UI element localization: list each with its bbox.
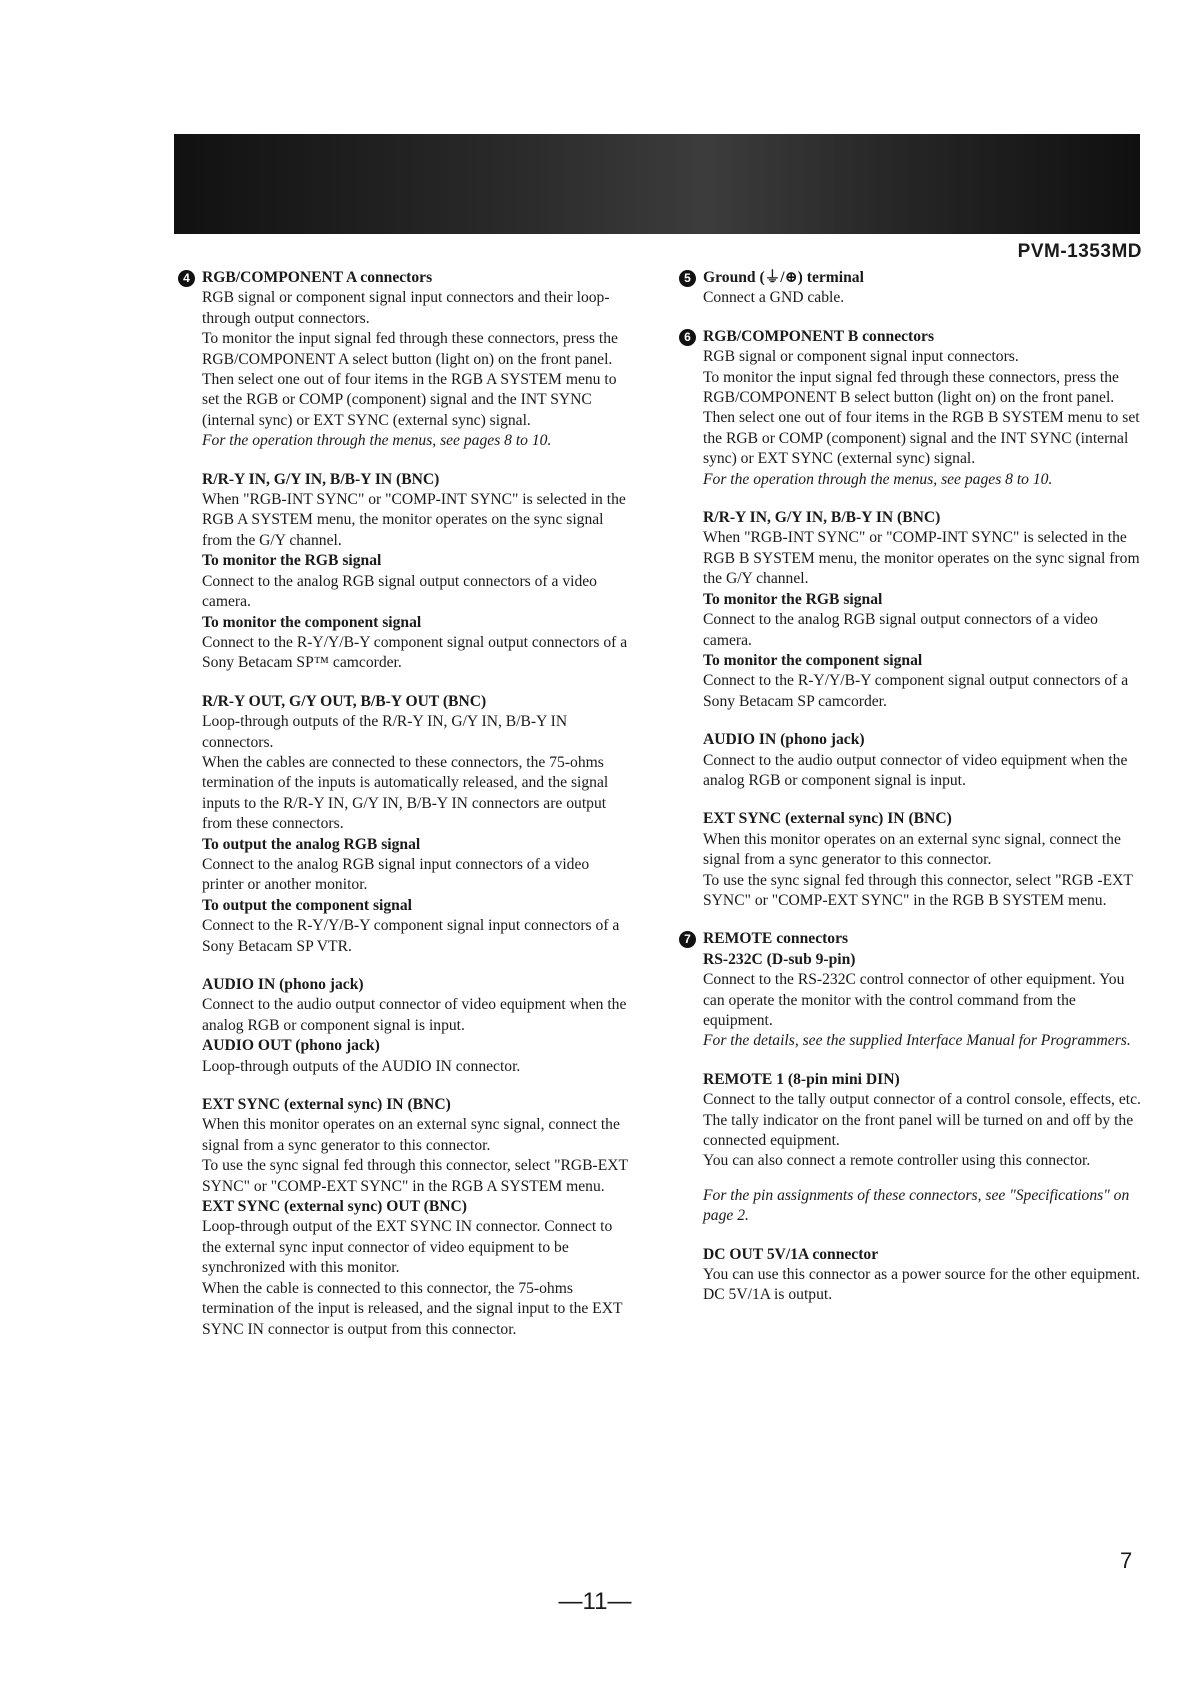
paragraph: Connect to the R-Y/Y/B-Y component signal output connectors of a Sony Betacam SP camcorder.: [703, 672, 1129, 710]
paragraph: To use the sync signal fed through this connector, select "RGB-EXT SYNC" or "COMP-EXT SYNC" in the RGB A SYSTEM menu.: [202, 1157, 628, 1195]
heading: AUDIO IN (phono jack): [703, 731, 865, 749]
note: For the operation through the menus, see pages 8 to 10.: [202, 432, 552, 450]
paragraph: When the cables are connected to these connectors, the 75-ohms termination of the inputs is automatically released, and the signal inputs to the R/R-Y IN, G/Y IN, B/B-Y IN connectors are output from these connectors.: [202, 753, 609, 833]
model-name: PVM-1353MD: [1017, 241, 1142, 262]
heading: AUDIO OUT (phono jack): [202, 1037, 380, 1055]
subheading: To output the component signal: [202, 896, 412, 914]
paragraph: Loop-through outputs of the AUDIO IN connector.: [202, 1057, 521, 1075]
section-rin-a: [202, 470, 632, 674]
left-column: [183, 268, 632, 1358]
section-audio-a: [202, 975, 632, 1077]
section-rin-b: [703, 508, 1148, 712]
heading: R/R-Y IN, G/Y IN, B/B-Y IN (BNC): [703, 509, 941, 527]
paragraph: Connect to the analog RGB signal input connectors of a video printer or another monitor.: [202, 855, 590, 894]
paragraph: Connect to the tally output connector of a control console, effects, etc. The tally indicator on the front panel will be turned on and off by the connected equipment.: [703, 1091, 1141, 1150]
number-badge-4: 4: [178, 270, 195, 287]
section-rgb-component-b: [684, 327, 1148, 490]
paragraph: When "RGB-INT SYNC" or "COMP-INT SYNC" is selected in the RGB A SYSTEM menu, the monitor operates on the sync signal from the G/Y channel.: [202, 491, 626, 549]
paragraph: To use the sync signal fed through this connector, select "RGB -EXT SYNC" or "COMP-EXT SYNC" in the RGB B SYSTEM menu.: [703, 871, 1133, 909]
note: For the details, see the supplied Interface Manual for Programmers.: [703, 1032, 1131, 1050]
paragraph: Then select one out of four items in the RGB B SYSTEM menu to set the RGB or COMP (component) signal and the INT SYNC (internal sync) or EXT SYNC (external sync) signal.: [703, 409, 1140, 468]
section-dc-out: [703, 1245, 1148, 1306]
number-badge-6: 6: [679, 329, 696, 346]
paragraph: To monitor the input signal fed through these connectors, press the RGB/COMPONENT A select button (light on) on the front panel.: [202, 330, 618, 368]
paragraph: DC 5V/1A is output.: [703, 1286, 833, 1304]
heading: R/R-Y OUT, G/Y OUT, B/B-Y OUT (BNC): [202, 692, 487, 710]
heading: EXT SYNC (external sync) IN (BNC): [703, 810, 952, 828]
paragraph: You can use this connector as a power source for the other equipment.: [703, 1266, 1141, 1284]
paragraph: RGB signal or component signal input connectors.: [703, 348, 1019, 366]
section-remote1: [703, 1070, 1148, 1227]
paragraph: Connect to the RS-232C control connector of other equipment. You can operate the monitor with the control command from the equipment.: [703, 971, 1125, 1029]
section-rout-a: [202, 692, 632, 957]
page-number: 7: [1120, 1548, 1133, 1573]
section-ground: [684, 268, 1148, 309]
header-banner: [174, 134, 1140, 234]
paragraph: Loop-through output of the EXT SYNC IN connector. Connect to the external sync input connector of video equipment to be synchronized with this monitor.: [202, 1218, 613, 1277]
subheading: To monitor the component signal: [202, 613, 422, 631]
section-audio-b: [703, 730, 1148, 791]
heading: RGB/COMPONENT B connectors: [703, 327, 935, 345]
number-badge-7: 7: [679, 931, 696, 948]
paragraph: When the cable is connected to this connector, the 75-ohms termination of the input is released, and the signal input to the EXT SYNC IN connector is output from this connector.: [202, 1279, 623, 1338]
heading: DC OUT 5V/1A connector: [703, 1245, 879, 1263]
note: For the operation through the menus, see pages 8 to 10.: [703, 470, 1053, 488]
paragraph: RGB signal or component signal input connectors and their loop-through output connectors.: [202, 289, 610, 327]
paragraph: Then select one out of four items in the RGB A SYSTEM menu to set the RGB or COMP (component) signal and the INT SYNC (internal sync) or EXT SYNC (external sync) signal.: [202, 371, 617, 429]
heading: RGB/COMPONENT A connectors: [202, 269, 433, 286]
paragraph: Connect to the R-Y/Y/B-Y component signal input connectors of a Sony Betacam SP VTR.: [202, 917, 620, 955]
subheading: To output the analog RGB signal: [202, 835, 421, 853]
subheading: To monitor the RGB signal: [202, 552, 382, 570]
paragraph: You can also connect a remote controller using this connector.: [703, 1152, 1091, 1170]
footer-page-number: —11—: [558, 1588, 632, 1615]
paragraph: When this monitor operates on an external sync signal, connect the signal from a sync generator to this connector.: [202, 1116, 620, 1154]
heading: REMOTE connectors: [703, 930, 849, 948]
paragraph: Connect to the analog RGB signal output connectors of a video camera.: [703, 611, 1098, 649]
section-rgb-component-a: [183, 268, 632, 452]
paragraph: When this monitor operates on an external sync signal, connect the signal from a sync generator to this connector.: [703, 830, 1121, 869]
paragraph: When "RGB-INT SYNC" or "COMP-INT SYNC" is selected in the RGB B SYSTEM menu, the monitor operates on the sync signal from the G/Y channel.: [703, 529, 1140, 588]
paragraph: To monitor the input signal fed through these connectors, press the RGB/COMPONENT B select button (light on) on the front panel.: [703, 368, 1119, 407]
paragraph: Connect to the analog RGB signal output connectors of a video camera.: [202, 572, 597, 611]
right-column: [684, 268, 1148, 1324]
subheading: To monitor the RGB signal: [703, 590, 883, 608]
heading: Ground (⏚/⊕) terminal: [703, 269, 864, 286]
note: For the pin assignments of these connectors, see "Specifications" on page 2.: [703, 1186, 1130, 1225]
heading: REMOTE 1 (8-pin mini DIN): [703, 1070, 900, 1088]
subheading: To monitor the component signal: [703, 651, 923, 669]
paragraph: Connect to the audio output connector of video equipment when the analog RGB or component signal is input.: [703, 751, 1128, 789]
section-ext-sync-b: [703, 809, 1148, 911]
heading: AUDIO IN (phono jack): [202, 976, 364, 993]
heading: EXT SYNC (external sync) IN (BNC): [202, 1096, 451, 1114]
paragraph: Connect to the R-Y/Y/B-Y component signal output connectors of a Sony Betacam SP™ camcorder.: [202, 633, 628, 672]
paragraph: Connect to the audio output connector of video equipment when the analog RGB or component signal is input.: [202, 996, 627, 1034]
section-ext-sync-a: [202, 1095, 632, 1340]
section-remote: [684, 929, 1148, 1051]
subheading: RS-232C (D-sub 9-pin): [703, 950, 856, 968]
heading: EXT SYNC (external sync) OUT (BNC): [202, 1198, 467, 1216]
heading: R/R-Y IN, G/Y IN, B/B-Y IN (BNC): [202, 470, 440, 488]
number-badge-5: 5: [679, 270, 696, 287]
paragraph: Loop-through outputs of the R/R-Y IN, G/Y IN, B/B-Y IN connectors.: [202, 713, 568, 751]
paragraph: Connect a GND cable.: [703, 289, 845, 307]
